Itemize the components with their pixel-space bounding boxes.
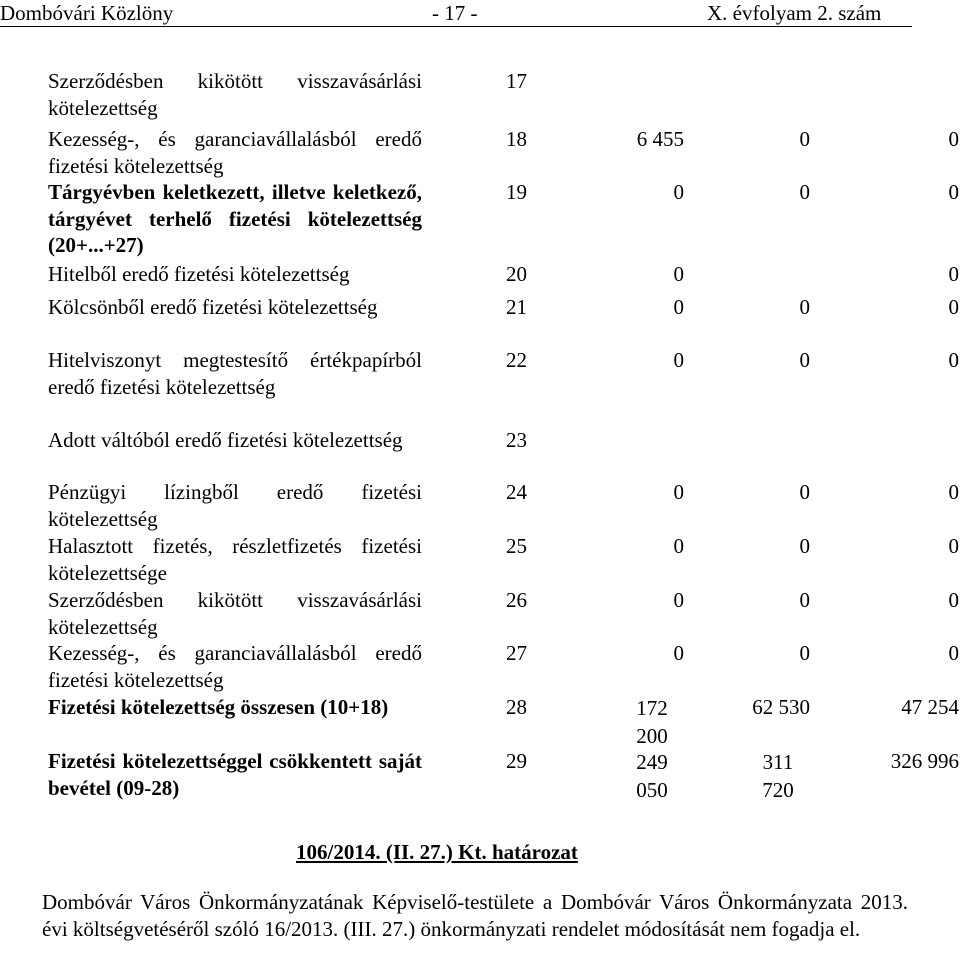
value-col-1: 0	[673, 348, 684, 372]
value-col-1: 0	[673, 180, 684, 204]
value-col-2: 0	[799, 295, 810, 319]
row-line-number: 27	[506, 641, 527, 665]
row-label: Kezesség-, és garanciavállalásból eredő fizetési kötelezettség	[48, 641, 422, 692]
row-label: Hitelviszonyt megtestesítő értékpapírból eredő fizetési kötelezettség	[48, 348, 422, 399]
row-label: Szerződésben kikötött visszavásárlási kötelezettség	[48, 69, 422, 120]
value-col-3: 0	[948, 127, 959, 151]
value-col-1: 0	[673, 588, 684, 612]
row-label: Kölcsönből eredő fizetési kötelezettség	[48, 295, 378, 319]
row-line-number: 23	[506, 428, 527, 452]
row-label: Tárgyévben keletkezett, illetve keletkező, tárgyévet terhelő fizetési kötelezettség (20+...+27)	[48, 180, 422, 258]
page-number: - 17 -	[432, 1, 478, 25]
row-line-number: 17	[506, 69, 527, 93]
row-label: Kezesség-, és garanciavállalásból eredő fizetési kötelezettség	[48, 127, 422, 178]
value-col-2: 62 530	[752, 695, 810, 719]
value-col-1: 0	[673, 641, 684, 665]
row-line-number: 22	[506, 348, 527, 372]
value-col-2: 0	[799, 348, 810, 372]
resolution-title: 106/2014. (II. 27.) Kt. határozat	[296, 840, 578, 864]
value-col-3: 326 996	[890, 749, 959, 773]
row-line-number: 19	[506, 180, 527, 204]
row-line-number: 28	[506, 695, 527, 719]
page-header	[0, 0, 960, 26]
value-col-1: 172 200	[636, 696, 668, 748]
value-col-1: 6 455	[636, 127, 684, 151]
row-line-number: 25	[506, 534, 527, 558]
value-col-2: 0	[799, 480, 810, 504]
value-col-1: 0	[673, 480, 684, 504]
row-label: Szerződésben kikötött visszavásárlási kötelezettség	[48, 588, 422, 639]
value-col-1: 0	[673, 262, 684, 286]
value-col-2: 0	[799, 588, 810, 612]
value-col-3: 0	[948, 348, 959, 372]
row-line-number: 20	[506, 262, 527, 286]
value-col-1: 0	[673, 295, 684, 319]
row-label: Hitelből eredő fizetési kötelezettség	[48, 262, 350, 286]
value-col-2: 0	[799, 534, 810, 558]
volume-issue: X. évfolyam 2. szám	[707, 1, 882, 25]
row-label: Halasztott fizetés, részletfizetés fizetési kötelezettsége	[48, 534, 422, 585]
value-col-2: 0	[799, 127, 810, 151]
row-label: Fizetési kötelezettség összesen (10+18)	[48, 695, 389, 719]
row-line-number: 21	[506, 295, 527, 319]
value-col-3: 0	[948, 295, 959, 319]
header-rule	[0, 26, 912, 27]
value-col-3: 0	[948, 641, 959, 665]
row-line-number: 26	[506, 588, 527, 612]
value-col-1: 249 050	[636, 750, 668, 802]
value-col-3: 0	[948, 588, 959, 612]
value-col-3: 47 254	[901, 695, 959, 719]
value-col-2: 0	[799, 641, 810, 665]
value-col-2: 311 720	[762, 750, 794, 802]
resolution-text: Dombóvár Város Önkormányzatának Képviselő-testülete a Dombóvár Város Önkormányzata 2013. évi költségvetéséről szóló 16/2013. (III. 27.) önkormányzati rendelet módosítását nem fogadja el.	[42, 890, 908, 941]
value-col-3: 0	[948, 534, 959, 558]
row-label: Adott váltóból eredő fizetési kötelezettség	[48, 428, 403, 452]
value-col-2: 0	[799, 180, 810, 204]
value-col-1: 0	[673, 534, 684, 558]
row-label: Fizetési kötelezettséggel csökkentett saját bevétel (09-28)	[48, 749, 422, 800]
row-line-number: 29	[506, 749, 527, 773]
publication-name: Dombóvári Közlöny	[0, 1, 174, 25]
value-col-3: 0	[948, 180, 959, 204]
row-line-number: 24	[506, 480, 527, 504]
value-col-3: 0	[948, 480, 959, 504]
row-line-number: 18	[506, 127, 527, 151]
row-label: Pénzügyi lízingből eredő fizetési kötelezettség	[48, 480, 422, 531]
value-col-3: 0	[948, 262, 959, 286]
